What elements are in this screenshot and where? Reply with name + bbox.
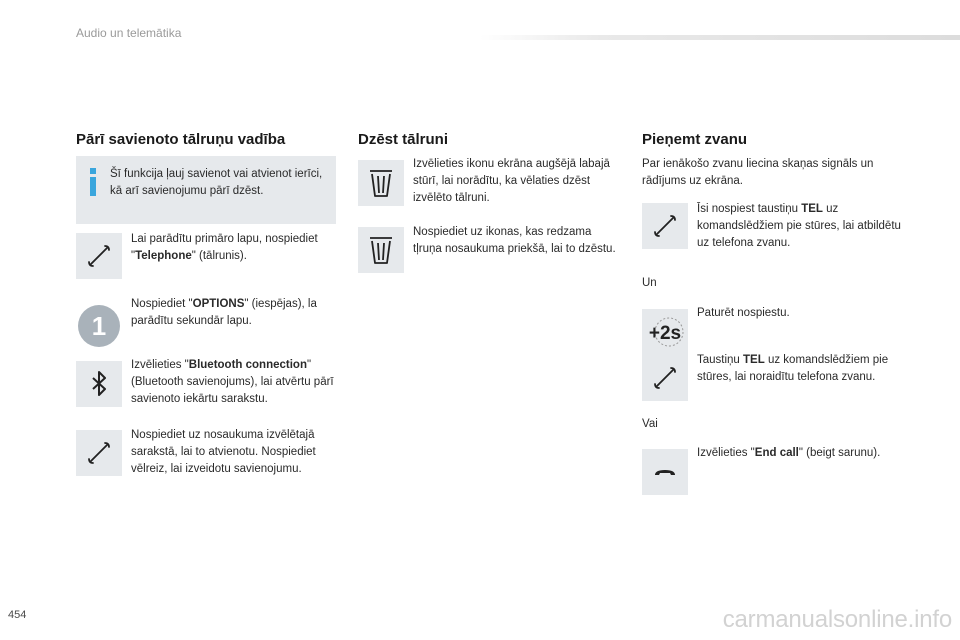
- or-label-2: Vai: [642, 418, 658, 430]
- hold-2s-icon: [642, 309, 688, 355]
- phone-icon: [642, 203, 688, 249]
- header-rule: [480, 35, 960, 40]
- answer-step-4: Izvēlieties "End call" (beigt sarunu).: [697, 447, 881, 459]
- info-icon: [86, 168, 100, 196]
- section-title-answer: Pieņemt zvanu: [642, 131, 748, 148]
- trash-icon-box: [358, 160, 404, 206]
- pair-step-3: Izvēlieties "Bluetooth connection" (Bluetooth savienojums), lai atvērtu pārī savienoto iekārtu sarakstu.: [131, 359, 334, 405]
- bluetooth-icon: [76, 361, 122, 407]
- bluetooth-icon-box: [76, 361, 122, 407]
- hold-2s-icon-box: [642, 309, 688, 355]
- hold-2s-label: +2s: [648, 323, 682, 344]
- delete-step-2: Nospiediet uz ikonas, kas redzama tļruņa nosaukuma priekšā, lai to dzēstu.: [413, 226, 616, 255]
- step-number: 1: [91, 311, 107, 341]
- answer-step-3: Taustiņu TEL uz komandslēdžiem pie stūres, lai noraidītu telefona zvanu.: [697, 354, 889, 383]
- info-text: Šī funkcija ļauj savienot vai atvienot ierīci, kā arī savienojumu pārī dzēst.: [110, 168, 323, 197]
- step-number-circle: [76, 303, 122, 349]
- pair-step-1: Lai parādītu primāro lapu, nospiediet "Telephone" (tālrunis).: [131, 233, 318, 262]
- delete-step-1: Izvēlieties ikonu ekrāna augšējā labajā stūrī, lai norādītu, ka vēlaties dzēst izvēlēto tālruni.: [413, 158, 610, 204]
- trash-icon-box-2: [358, 227, 404, 273]
- phone-icon-box-4: [642, 355, 688, 401]
- trash-icon: [358, 160, 404, 206]
- answer-step-2: Paturēt nospiestu.: [697, 307, 790, 319]
- pair-step-4: Nospiediet uz nosaukuma izvēlētajā sarakstā, lai to atvienotu. Nospiediet vēlreiz, lai izveidotu savienojumu.: [131, 429, 316, 475]
- phone-icon-box-3: [642, 203, 688, 249]
- page-number: 454: [8, 609, 27, 621]
- end-call-icon: [642, 449, 688, 495]
- section-title-delete: Dzēst tālruni: [358, 131, 449, 148]
- trash-icon: [358, 227, 404, 273]
- or-label: Un: [642, 277, 657, 289]
- section-title-pair: Pārī savienoto tālruņu vadība: [76, 131, 286, 148]
- phone-icon-box-2: [76, 430, 122, 476]
- phone-icon: [76, 430, 122, 476]
- pair-step-2: Nospiediet "OPTIONS" (iespējas), la parādītu sekundār lapu.: [131, 298, 317, 327]
- watermark: carmanualsonline.info: [722, 606, 952, 633]
- info-box: [76, 156, 336, 224]
- end-call-icon-box: [642, 449, 688, 495]
- answer-intro: Par ienākošo zvanu liecina skaņas signāls un rādījums uz ekrāna.: [642, 158, 874, 187]
- answer-step-1: Īsi nospiest taustiņu TEL uz komandslēdžiem pie stūres, lai atbildētu uz telefona zvanu.: [697, 203, 901, 249]
- header-title: Audio un telemātika: [76, 26, 182, 40]
- phone-icon: [642, 355, 688, 401]
- phone-icon-box: [76, 233, 122, 279]
- phone-icon: [76, 233, 122, 279]
